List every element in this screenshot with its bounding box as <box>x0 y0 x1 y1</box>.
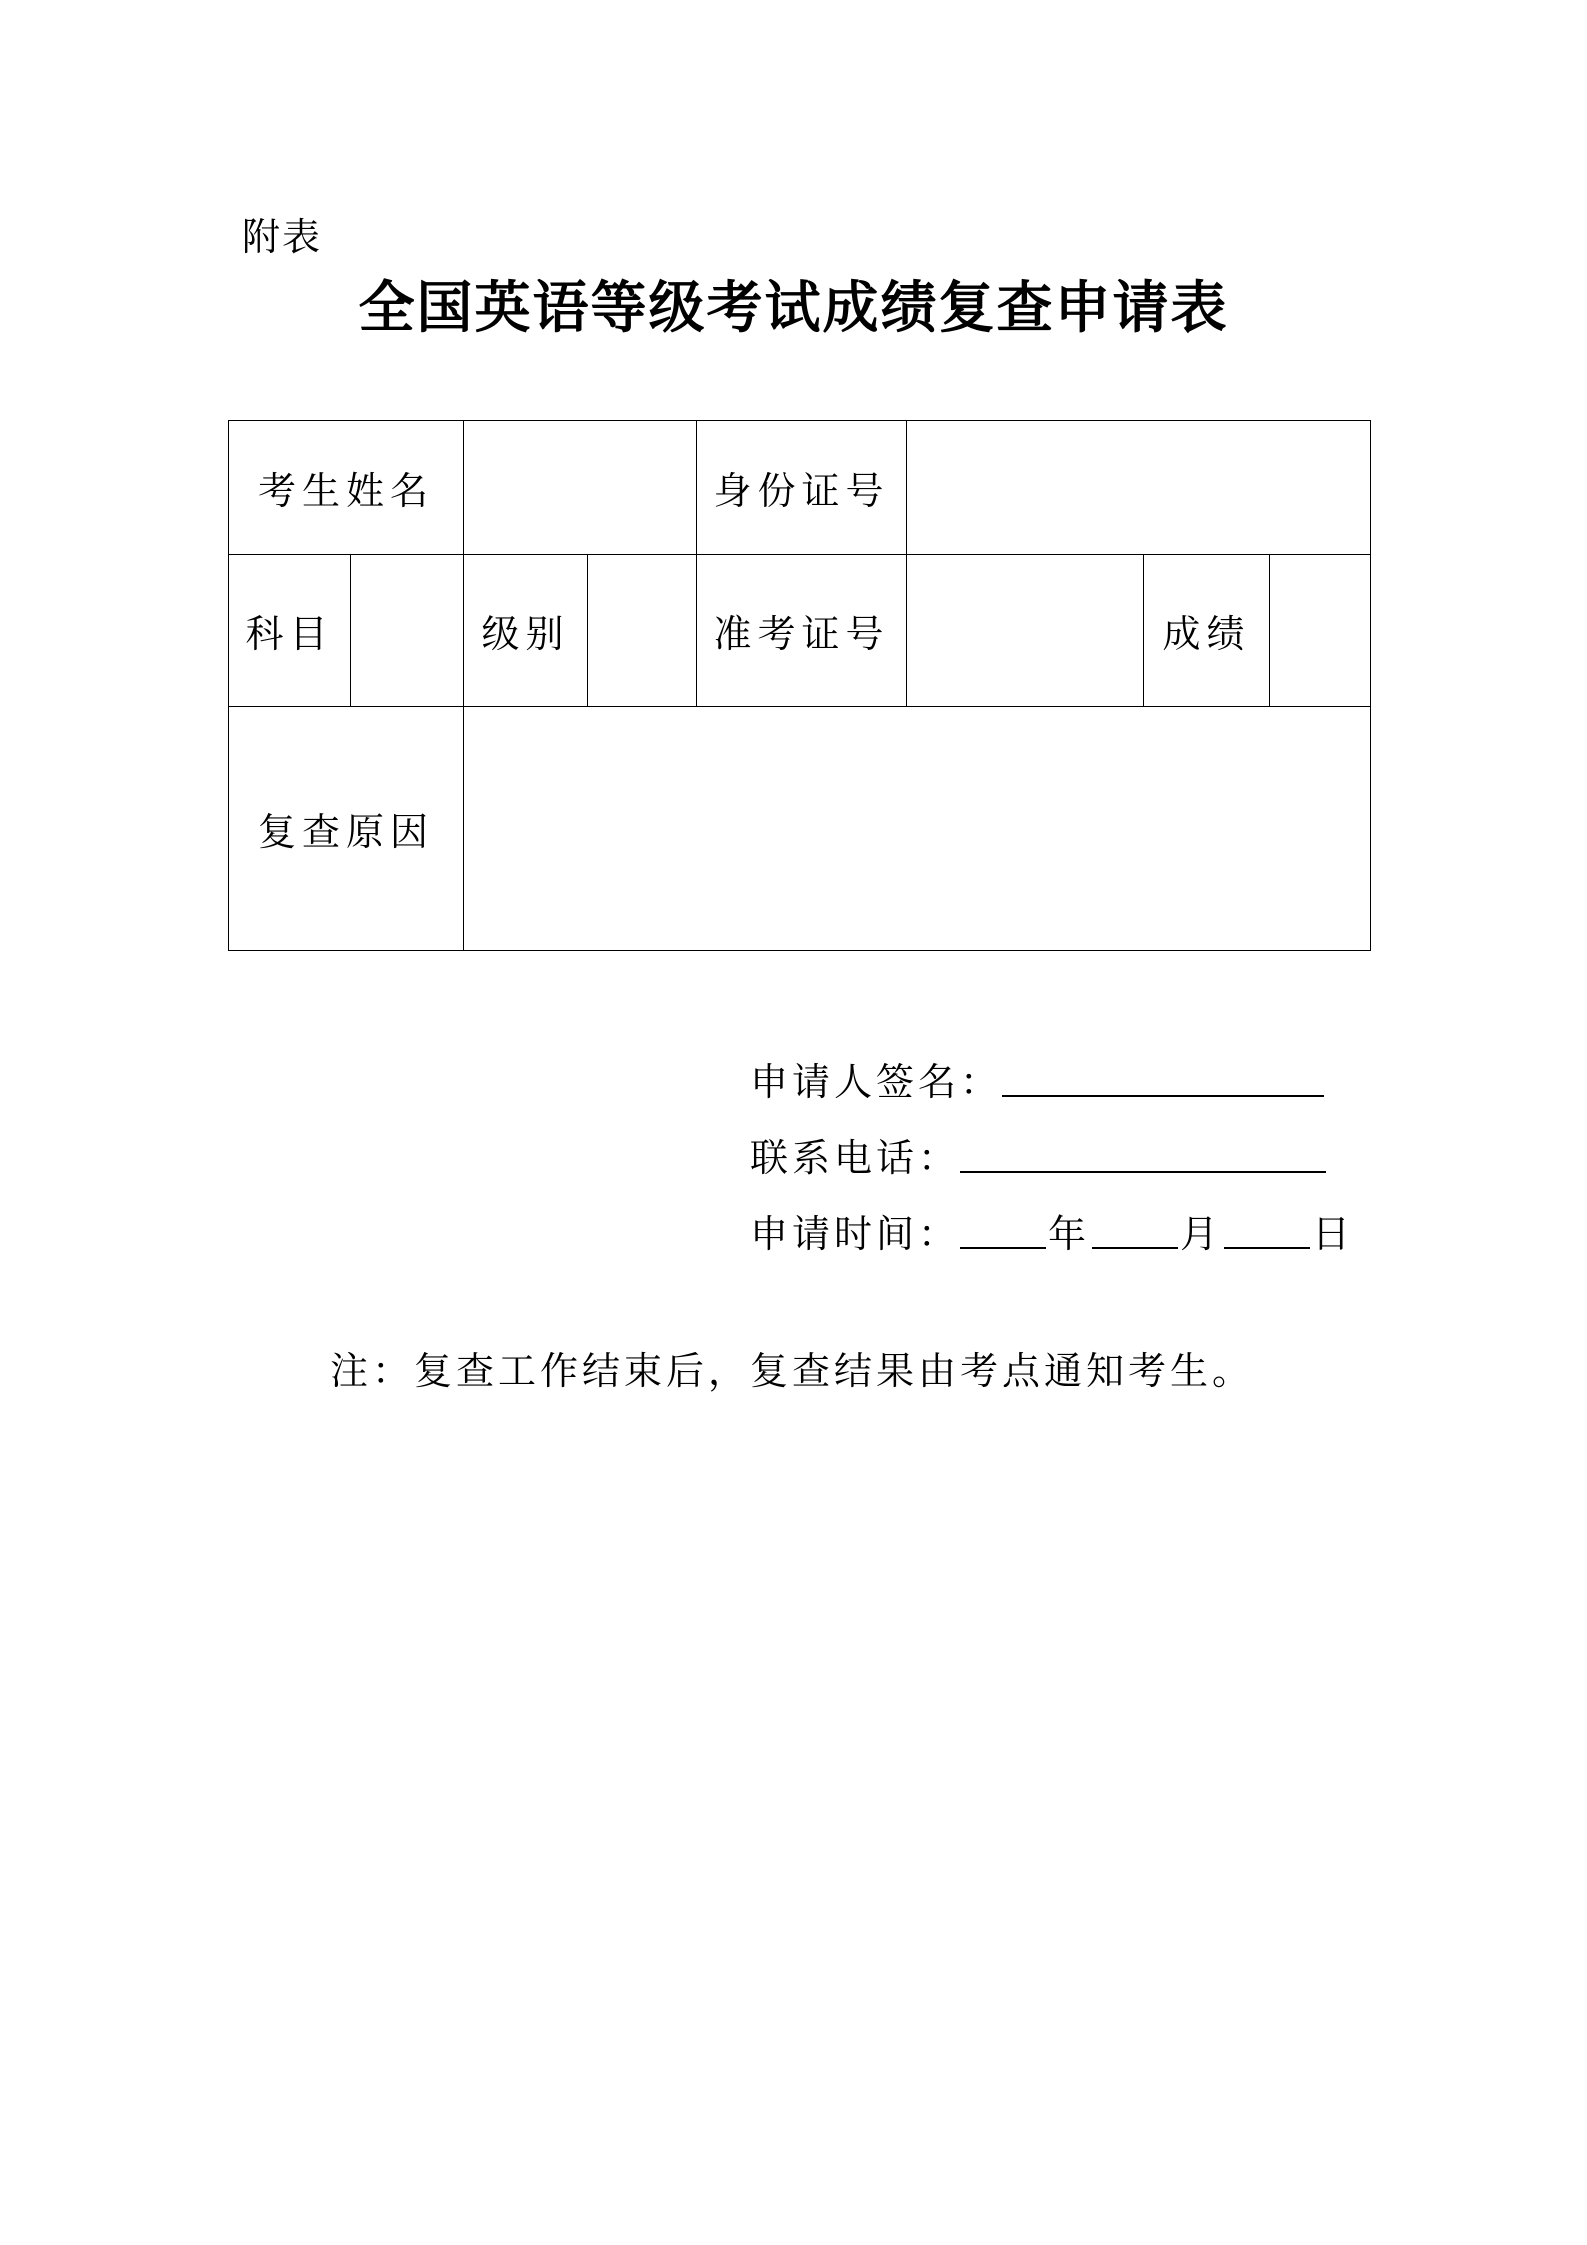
month-unit: 月 <box>1180 1211 1223 1256</box>
applicant-signature-line[interactable] <box>1002 1059 1324 1097</box>
subject-label: 科目 <box>229 555 351 707</box>
review-reason-field[interactable] <box>464 707 1371 951</box>
level-label: 级别 <box>464 555 588 707</box>
signature-block <box>750 1040 1356 1268</box>
page-title: 全国英语等级考试成绩复查申请表 <box>358 275 1229 341</box>
candidate-name-field[interactable] <box>464 421 697 555</box>
annex-label: 附表 <box>242 215 323 259</box>
day-unit: 日 <box>1312 1211 1355 1256</box>
year-line[interactable] <box>960 1211 1046 1249</box>
id-number-field[interactable] <box>907 421 1371 555</box>
footnote: 注：复查工作结束后，复查结果由考点通知考生。 <box>330 1349 1255 1393</box>
application-date-label: 申请时间： <box>750 1211 961 1256</box>
table-row-name-id <box>229 421 1371 555</box>
contact-phone-label: 联系电话： <box>750 1135 961 1180</box>
month-line[interactable] <box>1092 1211 1178 1249</box>
application-date-row <box>750 1192 1356 1268</box>
applicant-signature-label: 申请人签名： <box>750 1059 1003 1104</box>
candidate-name-label: 考生姓名 <box>229 421 464 555</box>
day-line[interactable] <box>1224 1211 1310 1249</box>
id-number-label: 身份证号 <box>697 421 907 555</box>
application-form-table <box>228 420 1371 951</box>
level-field[interactable] <box>588 555 697 707</box>
table-row-reason <box>229 707 1371 951</box>
contact-phone-line[interactable] <box>960 1135 1326 1173</box>
subject-field[interactable] <box>351 555 464 707</box>
score-label: 成绩 <box>1144 555 1270 707</box>
year-unit: 年 <box>1048 1211 1091 1256</box>
admission-ticket-label: 准考证号 <box>697 555 907 707</box>
admission-ticket-field[interactable] <box>907 555 1144 707</box>
review-reason-label: 复查原因 <box>229 707 464 951</box>
contact-phone-row <box>750 1116 1356 1192</box>
table-row-exam-info <box>229 555 1371 707</box>
applicant-signature-row <box>750 1040 1356 1116</box>
score-field[interactable] <box>1270 555 1371 707</box>
